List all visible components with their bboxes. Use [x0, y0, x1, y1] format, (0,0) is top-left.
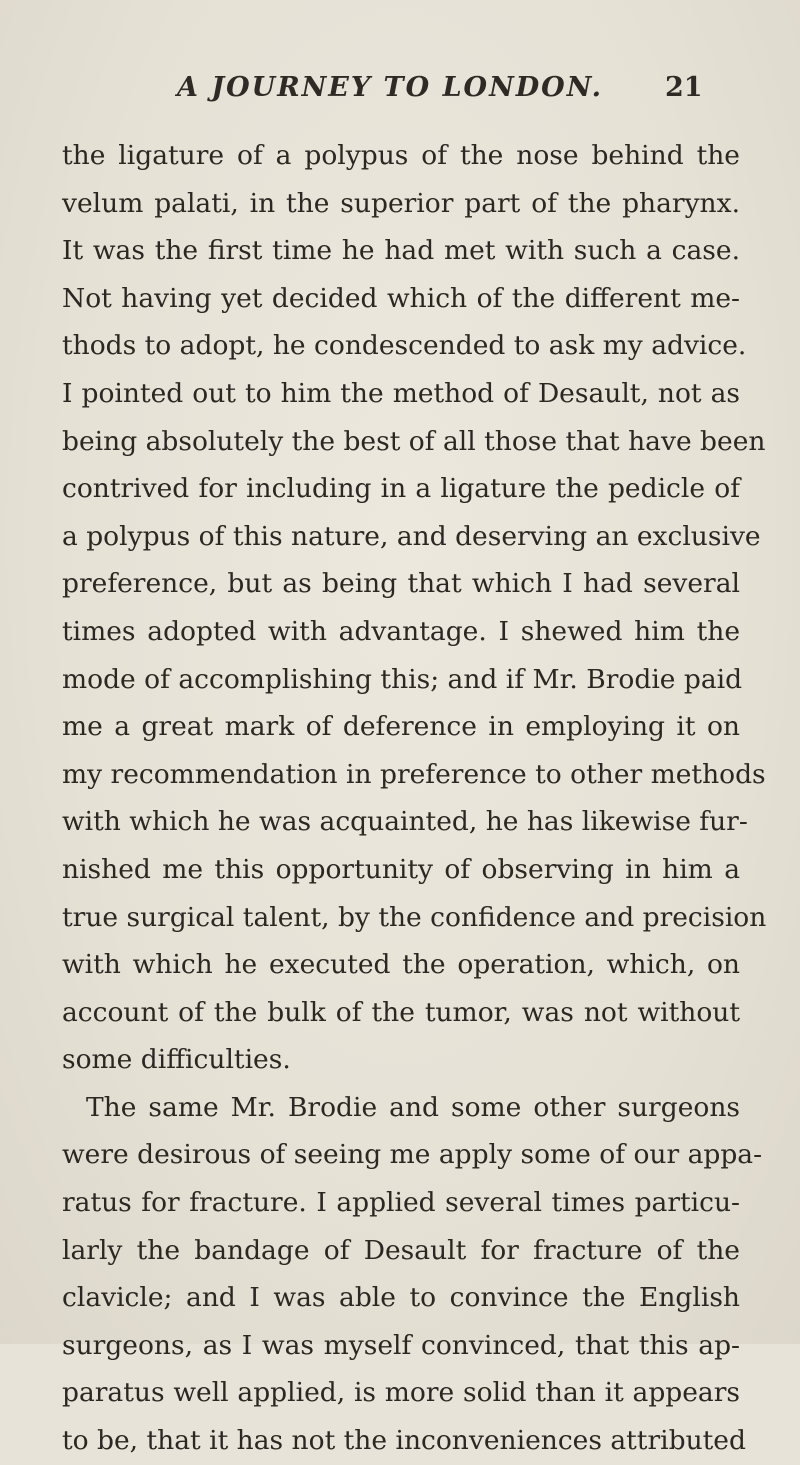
text-line: I pointed out to him the method of Desault, not as [62, 377, 740, 409]
text-line: a polypus of this nature, and deserving an exclusive [62, 520, 761, 552]
text-line: surgeons, as I was myself convinced, that this ap- [62, 1329, 740, 1361]
text-line: Not having yet decided which of the different me- [62, 282, 740, 314]
page-number: 21 [665, 72, 703, 103]
text-line: velum palati, in the superior part of the pharynx. [62, 187, 740, 219]
running-title: A JOURNEY TO LONDON. [177, 72, 604, 103]
text-line: contrived for including in a ligature the pedicle of [62, 473, 740, 505]
text-line: nished me this opportunity of observing in him a [62, 853, 740, 885]
text-line: It was the first time he had met with such a case. [62, 235, 740, 267]
text-line: paratus well applied, is more solid than it appears [62, 1377, 740, 1409]
text-line: the ligature of a polypus of the nose behind the [62, 140, 740, 171]
text-line: me a great mark of deference in employing it on [62, 711, 740, 743]
text-line: ratus for fracture. I applied several times particu- [62, 1187, 740, 1219]
text-line: thods to adopt, he condescended to ask my advice. [62, 330, 747, 362]
text-line: times adopted with advantage. I shewed him the [62, 615, 740, 647]
text-line: account of the bulk of the tumor, was not without [62, 996, 740, 1028]
text-line: with which he was acquainted, he has likewise fur- [62, 806, 748, 838]
text-line: preference, but as being that which I had several [62, 568, 740, 600]
text-line: being absolutely the best of all those that have been [62, 425, 766, 457]
text-line: clavicle; and I was able to convince the English [62, 1282, 740, 1314]
body-text [62, 132, 767, 1465]
text-line: were desirous of seeing me apply some of our appa- [62, 1139, 763, 1171]
text-line: mode of accomplishing this; and if Mr. Brodie paid [62, 663, 743, 695]
text-line: my recommendation in preference to other methods [62, 758, 766, 790]
text-line: with which he executed the operation, which, on [62, 949, 740, 981]
text-line: to be, that it has not the inconveniences attributed [62, 1425, 746, 1457]
text-line: larly the bandage of Desault for fracture of the [62, 1234, 740, 1266]
paragraph-start-line: The same Mr. Brodie and some other surgeons [86, 1091, 740, 1123]
text-line: true surgical talent, by the confidence and precision [62, 901, 767, 933]
paragraph-end-line: some difficulties. [62, 1044, 291, 1076]
page-header [0, 72, 800, 112]
